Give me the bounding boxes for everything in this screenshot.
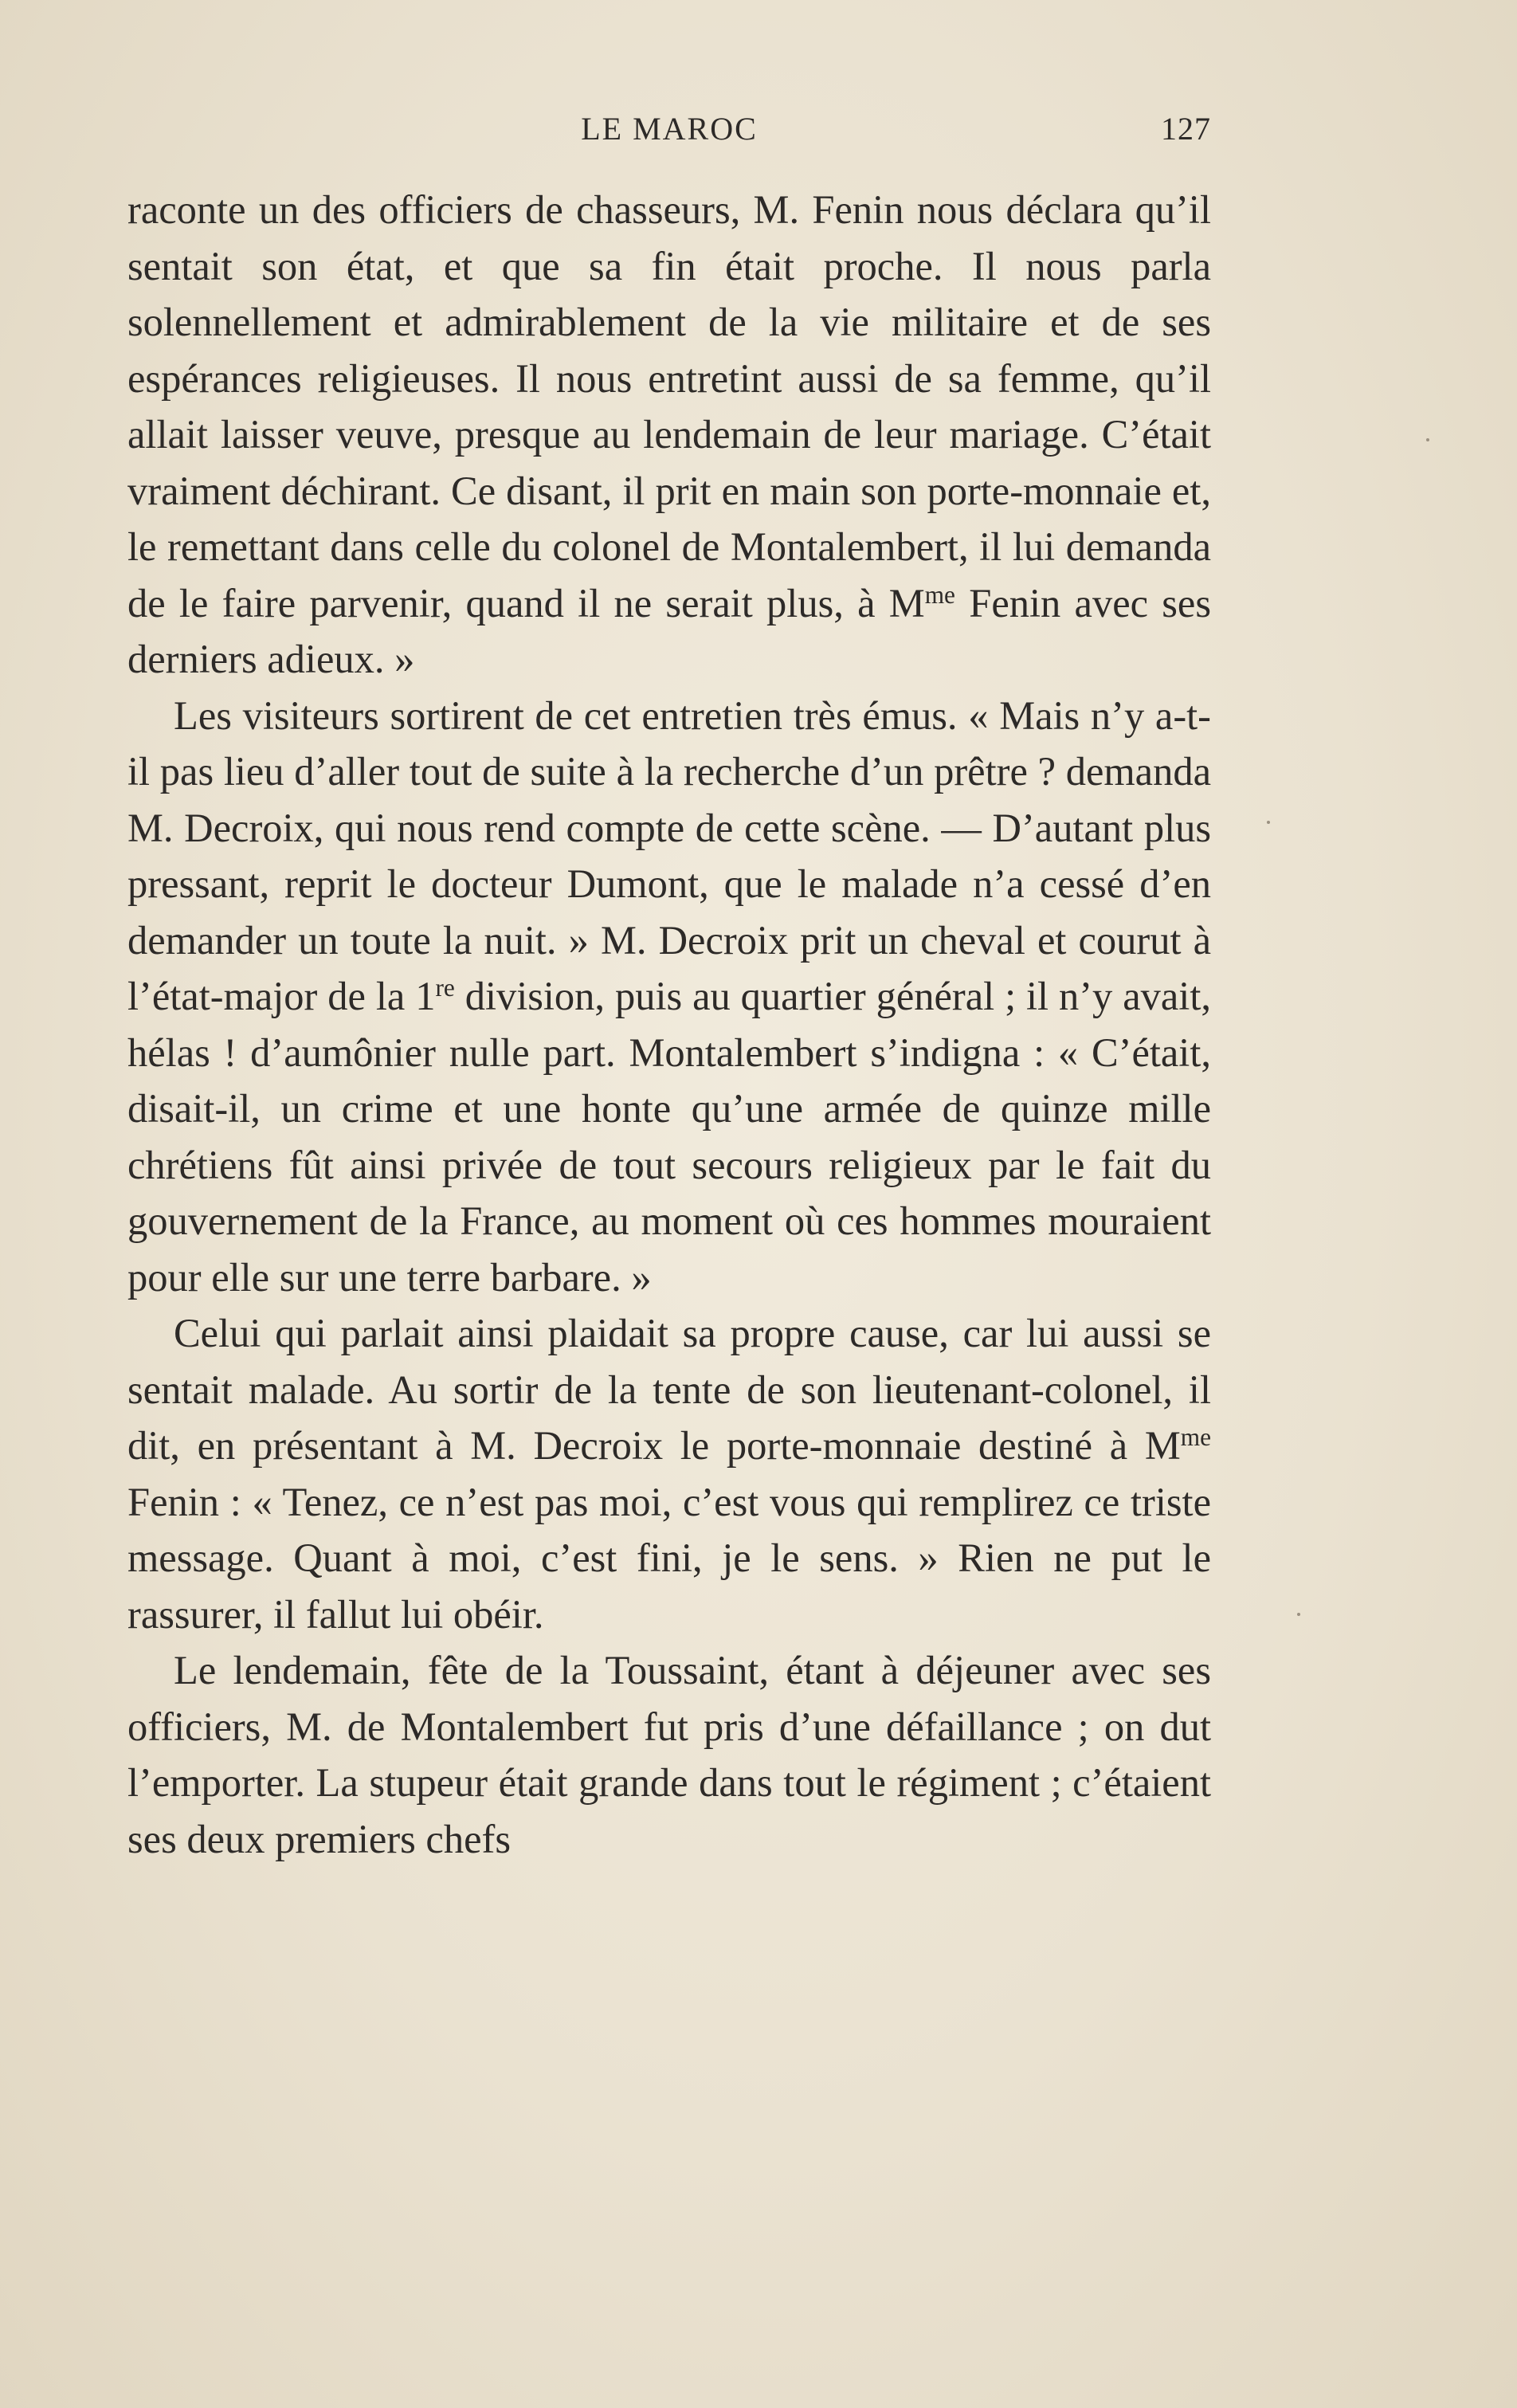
paper-speck [1267, 821, 1270, 824]
page-header [127, 110, 1211, 158]
running-title: LE MAROC [581, 111, 758, 147]
superscript: me [1180, 1422, 1211, 1451]
body-text [127, 182, 1211, 1867]
paragraph [127, 182, 1211, 688]
superscript: me [924, 580, 955, 609]
text-run: Celui qui parlait ainsi plaidait sa propre cause, car lui aussi se sentait malade. Au sortir de la tente de son lieutenant-colonel, il dit, en présentant à M. Decroix le porte-monnaie destiné à M [127, 1311, 1211, 1468]
paper-speck [1297, 1613, 1300, 1616]
page-number: 127 [1161, 111, 1211, 147]
text-run: Fenin avec ses derniers adieux. » [127, 580, 1212, 681]
text-run: Fenin : « Tenez, ce n’est pas moi, c’est vous qui remplirez ce triste message. Quant à moi, c’est fini, je le sens. » Rien ne put le rassurer, il fallut lui obéir. [127, 1479, 1211, 1637]
text-run: division, puis au quartier général ; il n’y avait, hélas ! d’aumônier nulle part. Montalembert s’indigna : « C’était, disait-il, un crime et une honte qu’une armée de quinze mille chrétiens fût ainsi privée de tout secours religieux par le fait du gouvernement de la France, au moment où ces hommes mouraient pour elle sur une terre barbare. » [127, 974, 1211, 1300]
superscript: re [435, 973, 455, 1002]
text-run: Le lendemain, fête de la Toussaint, étant à déjeuner avec ses officiers, M. de Montalembert fut pris d’une défaillance ; on dut l’emporter. La stupeur était grande dans tout le régiment ; c’étaient ses deux premiers chefs [127, 1648, 1211, 1861]
paragraph [127, 1642, 1211, 1867]
paragraph [127, 688, 1211, 1306]
paper-speck [1426, 438, 1429, 441]
paragraph [127, 1305, 1211, 1642]
text-run: Les visiteurs sortirent de cet entretien très émus. « Mais n’y a-t-il pas lieu d’aller tout de suite à la recherche d’un prêtre ? demanda M. Decroix, qui nous rend compte de cette scène. — D’autant plus pressant, reprit le docteur Dumont, que le malade n’a cessé d’en demander un toute la nuit. » M. Decroix prit un cheval et courut à l’état-major de la 1 [127, 692, 1211, 1018]
text-run: raconte un des officiers de chasseurs, M. Fenin nous déclara qu’il sentait son état, et que sa fin était proche. Il nous parla solennellement et admirablement de la vie militaire et de ses espérances religieuses. Il nous entretint aussi de sa femme, qu’il allait laisser veuve, presque au lendemain de leur mariage. C’était vraiment déchirant. Ce disant, il prit en main son porte-monnaie et, le remettant dans celle du colonel de Montalembert, il lui demanda de le faire parvenir, quand il ne serait plus, à M [127, 187, 1211, 626]
